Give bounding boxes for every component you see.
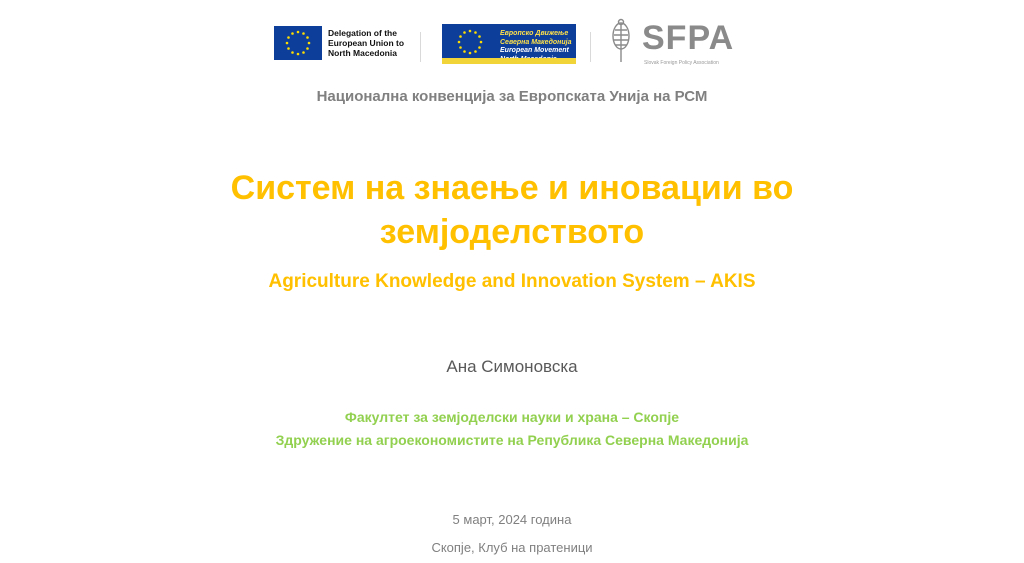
sfpa-wordmark: SFPA: [642, 19, 735, 57]
event-kicker: Национална конвенција за Европската Унија на РСМ: [316, 88, 708, 105]
european-movement-text-en: European Movement: [500, 47, 569, 54]
presentation-place: Скопје, Клуб на пратеници: [431, 540, 593, 555]
european-movement-text-mk: Европско Движење Северна Македонија: [500, 30, 572, 46]
affiliation-line: Факултет за земјоделски науки и храна – Скопје: [344, 409, 680, 425]
logo-divider: [590, 32, 591, 62]
eu-delegation-text: Delegation of the European Union to North Macedonia: [328, 28, 405, 58]
affiliation-line: Здружение на агроекономистите на Република Северна Македонија: [275, 432, 749, 448]
sfpa-logo: [606, 18, 734, 64]
eu-delegation-logo: [274, 26, 428, 60]
sfpa-subtitle: Slovak Foreign Policy Association: [644, 60, 719, 66]
slide-title: [0, 166, 1024, 254]
feather-emblem-icon: [606, 18, 636, 64]
author-name: Ана Симоновска: [446, 357, 578, 376]
logo-divider: [420, 32, 421, 62]
yellow-wave-decoration: [442, 58, 576, 64]
european-movement-logo: [442, 24, 576, 64]
affiliations: [0, 406, 1024, 452]
logo-bar: [0, 18, 1024, 70]
eu-flag-icon: [274, 26, 322, 60]
slide-title-text: Систем на знаење и иновации во земјоделството: [230, 169, 794, 251]
presentation-date: 5 март, 2024 година: [452, 512, 572, 527]
slide-subtitle: Agriculture Knowledge and Innovation System – AKIS: [268, 271, 756, 292]
european-movement-flag-icon: [442, 24, 576, 64]
